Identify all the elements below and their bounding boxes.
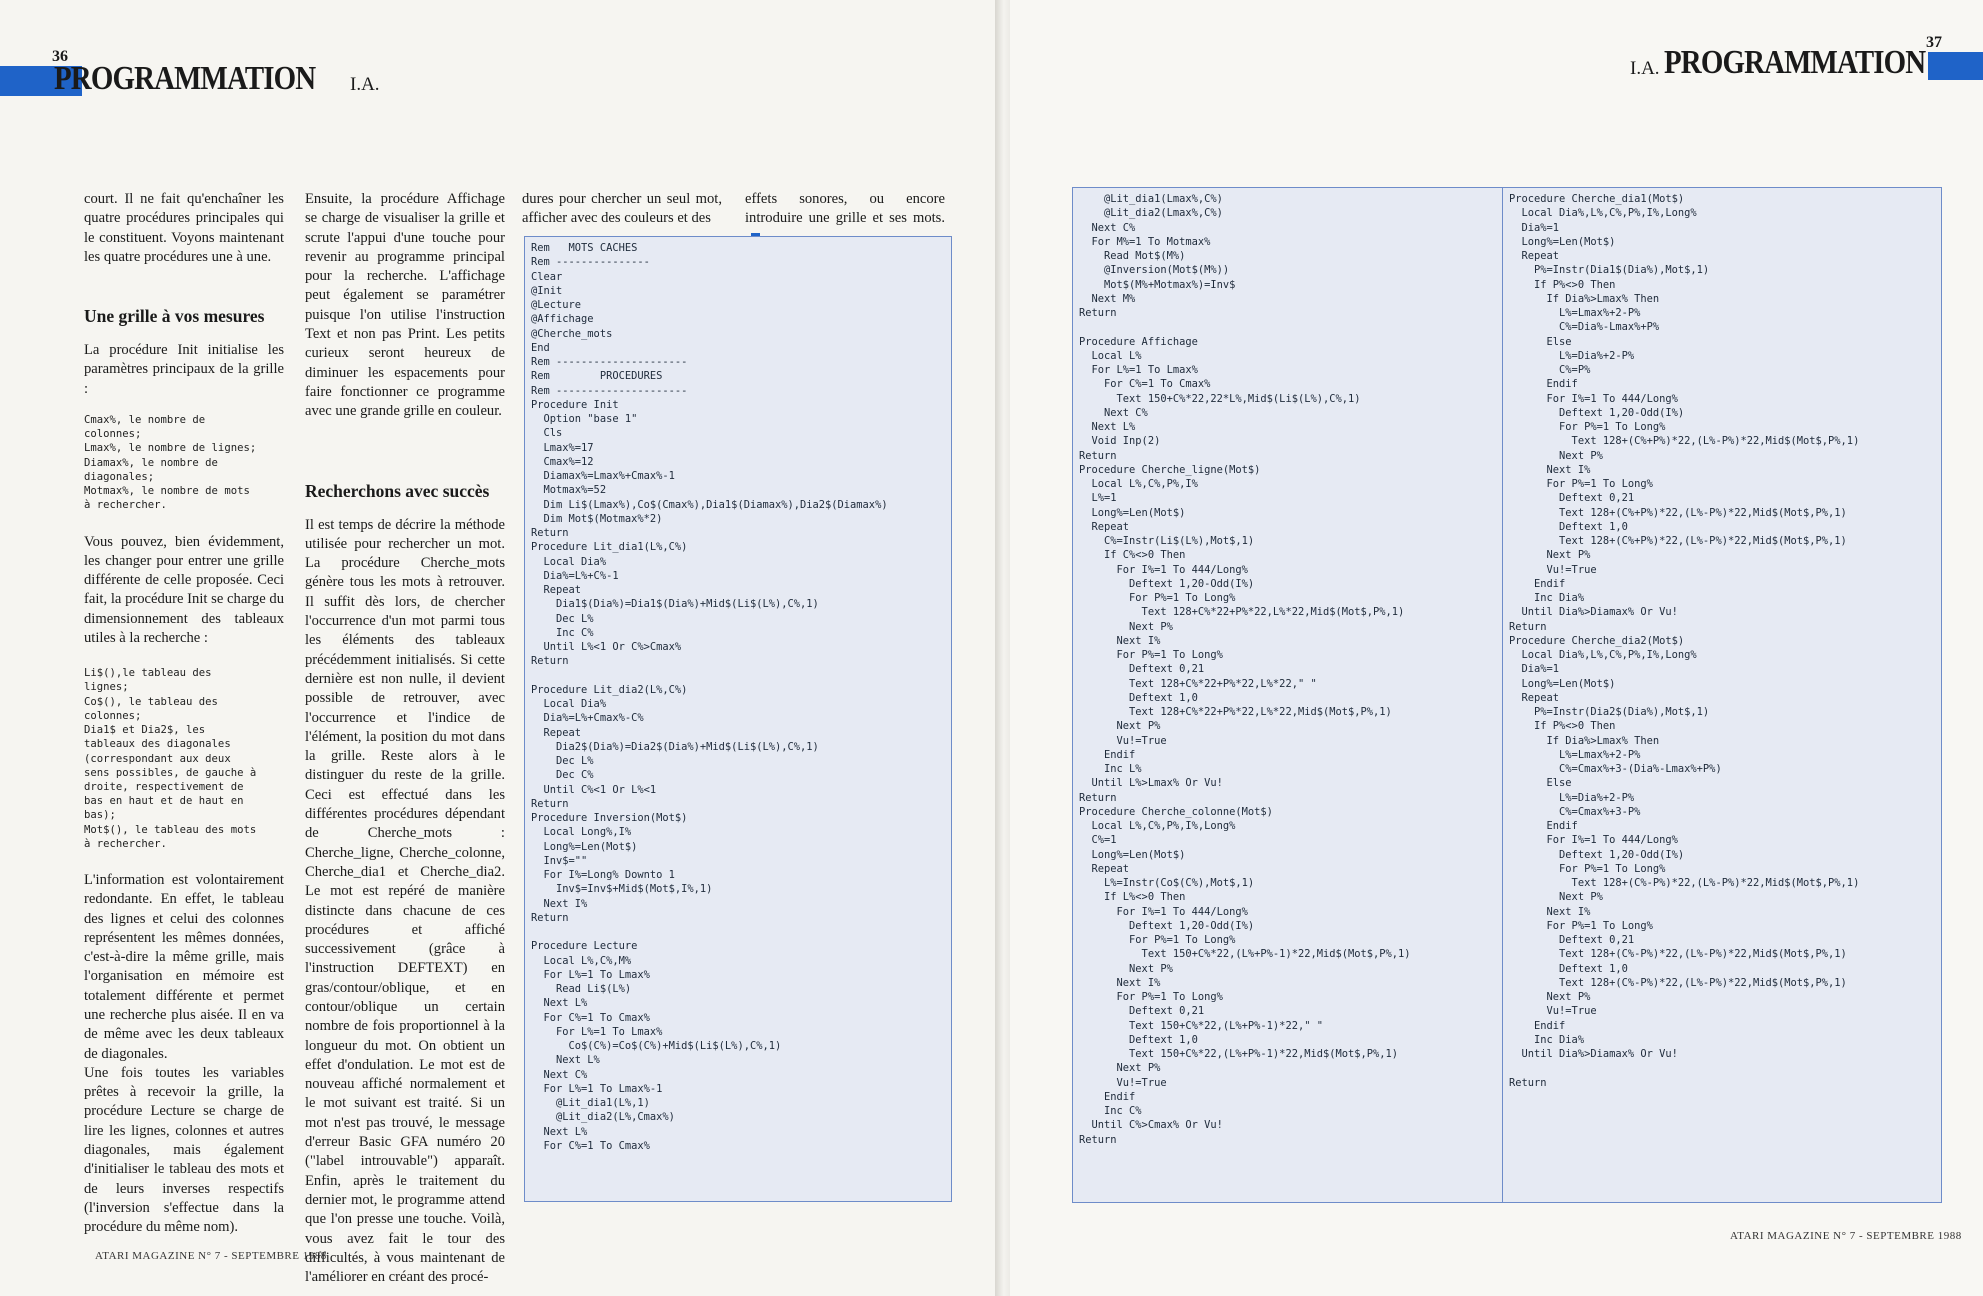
article-column-2 <box>305 190 505 1287</box>
paragraph: court. Il ne fait qu'enchaîner les quatre procédures principales qui le constituent. Voyons maintenant les quatre procédures une à une. <box>84 191 284 265</box>
paragraph-text: effets sonores, ou encore introduire une grille et ses mots. <box>745 191 945 227</box>
section-subtitle: I.A. <box>350 74 380 95</box>
page-number: 36 <box>52 48 68 65</box>
section-title: PROGRAMMATION <box>54 60 316 97</box>
right-page <box>1010 0 1983 1296</box>
code-listing-2 <box>1072 187 1514 1203</box>
paragraph: dures pour chercher un seul mot, afficher avec des couleurs et des <box>522 191 722 227</box>
page-number: 37 <box>1926 34 1942 51</box>
paragraph: Ensuite, la procédure Affichage se charge de visualiser la grille et scrute l'appui d'une touche pour revenir au programme principal pour la recherche. L'affichage peut également se paramétrer puisque l'on utilise l'instruction Text et non pas Print. Les petits curieux seront heureux de diminuer les espacements pour faire fonctionner ce programme avec une grande grille en couleur. <box>305 191 505 420</box>
code-listing-3 <box>1502 187 1942 1203</box>
code-text: @Lit_dia1(Lmax%,C%) @Lit_dia2(Lmax%,C%) Next C% For M%=1 To Motmax% Read Mot$(M%) @Inversion(Mot$(M%)) Mot$(M%+Motmax%)=Inv$ Next M% Return Procedure Affichage Local L% For L%=1 To Lmax% For C%=1 To Cmax% Text 150+C%*22,22*L%,Mid$(Li$(L%),C%,1) Next C% Next L% Void Inp(2) Return Procedure Cherche_ligne(Mot$) Local L%,C%,P%,I% L%=1 Long%=Len(Mot$) Repeat C%=Instr(Li$(L%),Mot$,1) If C%<>0 Then For I%=1 To 444/Long% Deftext 1,20-Odd(I%) For P%=1 To Long% Text 128+C%*22+P%*22,L%*22,Mid$(Mot$,P%,1) Next P% Next I% For P%=1 To Long% Deftext 0,21 Text 128+C%*22+P%*22,L%*22," " Deftext 1,0 Text 128+C%*22+P%*22,L%*22,Mid$(Mot$,P%,1) Next P% Vu!=True Endif Inc L% Until L%>Lmax% Or Vu! Return Procedure Cherche_colonne(Mot$) Local L%,C%,P%,I%,Long% C%=1 Long%=Len(Mot$) Repeat L%=Instr(Co$(C%),Mot$,1) If L%<>0 Then For I%=1 To 444/Long% Deftext 1,20-Odd(I%) For P%=1 To Long% Text 150+C%*22,(L%+P%-1)*22,Mid$(Mot$,P%,1) Next P% Next I% For P%=1 To Long% Deftext 0,21 Text 150+C%*22,(L%+P%-1)*22," " Deftext 1,0 Text 150+C%*22,(L%+P%-1)*22,Mid$(Mot$,P%,1) Next P% Vu!=True Endif Inc C% Until C%>Cmax% Or Vu! Return <box>1079 193 1411 1146</box>
paragraph: Une fois toutes les variables prêtes à recevoir la grille, la procédure Lecture se charge de lire les lignes, colonnes et autres diagonales, mais également d'initialiser le tableau des mots et de leurs inverses respectifs (l'inversion s'effectue dans la procédure du même nom). <box>84 1064 284 1236</box>
variable-list: Cmax%, le nombre de colonnes; Lmax%, le nombre de lignes; Diamax%, le nombre de diagonales; Motmax%, le nombre de mots à rechercher. <box>84 414 257 512</box>
page-footer: ATARI MAGAZINE N° 7 - SEPTEMBRE 1988 <box>1730 1230 1962 1242</box>
article-column-1 <box>84 190 284 1238</box>
subheading: Une grille à vos mesures <box>84 306 265 327</box>
paragraph: L'information est volontairement redondante. En effet, le tableau des lignes et celui des colonnes représentent les mêmes données, c'est-à-dire la même grille, mais l'organisation en mémoire est totalement différente et permet une recherche plus aisée. Il en va de même avec les deux tableaux de diagonales. <box>84 871 284 1062</box>
code-text: Rem MOTS CACHES Rem --------------- Clear @Init @Lecture @Affichage @Cherche_mots End Rem --------------------- Rem PROCEDURES Rem --------------------- Procedure Init Option "base 1" Cls Lmax%=17 Cmax%=12 Diamax%=Lmax%+Cmax%-1 Motmax%=52 Dim Li$(Lmax%),Co$(Cmax%),Dia1$(Diamax%),Dia2$(Diamax%) Dim Mot$(Motmax%*2) Return Procedure Lit_dia1(L%,C%) Local Dia% Dia%=L%+C%-1 Repeat Dia1$(Dia%)=Dia1$(Dia%)+Mid$(Li$(L%),C%,1) Dec L% Inc C% Until L%<1 Or C%>Cmax% Return Procedure Lit_dia2(L%,C%) Local Dia% Dia%=L%+Cmax%-C% Repeat Dia2$(Dia%)=Dia2$(Dia%)+Mid$(Li$(L%),C%,1) Dec L% Dec C% Until C%<1 Or L%<1 Return Procedure Inversion(Mot$) Local Long%,I% Long%=Len(Mot$) Inv$="" For I%=Long% Downto 1 Inv$=Inv$+Mid$(Mot$,I%,1) Next I% Return Procedure Lecture Local L%,C%,M% For L%=1 To Lmax% Read Li$(L%) Next L% For C%=1 To Cmax% For L%=1 To Lmax% Co$(C%)=Co$(C%)+Mid$(Li$(L%),C%,1) Next L% Next C% For L%=1 To Lmax%-1 @Lit_dia1(L%,1) @Lit_dia2(L%,Cmax%) Next L% For C%=1 To Cmax% <box>531 242 888 1152</box>
code-listing-1 <box>524 236 952 1202</box>
section-subtitle: I.A. <box>1630 58 1660 79</box>
article-column-3-top <box>522 190 722 229</box>
header-accent-bar <box>1928 52 1983 80</box>
array-list: Li$(),le tableau des lignes; Co$(), le tableau des colonnes; Dia1$ et Dia2$, les tableaux des diagonales (correspondant aux deux sens possibles, de gauche à droite, respectivement de bas en haut et de haut en bas); Mot$(), le tableau des mots à rechercher. <box>84 667 257 850</box>
paragraph: La procédure Init initialise les paramètres principaux de la grille : <box>84 342 284 397</box>
subheading: Recherchons avec succès <box>305 480 490 501</box>
page-footer: ATARI MAGAZINE N° 7 - SEPTEMBRE 1988 <box>95 1250 327 1262</box>
section-title: PROGRAMMATION <box>1664 44 1926 81</box>
code-text: Procedure Cherche_dia1(Mot$) Local Dia%,L%,C%,P%,I%,Long% Dia%=1 Long%=Len(Mot$) Repeat P%=Instr(Dia1$(Dia%),Mot$,1) If P%<>0 Then If Dia%>Lmax% Then L%=Lmax%+2-P% C%=Dia%-Lmax%+P% Else L%=Dia%+2-P% C%=P% Endif For I%=1 To 444/Long% Deftext 1,20-Odd(I%) For P%=1 To Long% Text 128+(C%+P%)*22,(L%-P%)*22,Mid$(Mot$,P%,1) Next P% Next I% For P%=1 To Long% Deftext 0,21 Text 128+(C%+P%)*22,(L%-P%)*22,Mid$(Mot$,P%,1) Deftext 1,0 Text 128+(C%+P%)*22,(L%-P%)*22,Mid$(Mot$,P%,1) Next P% Vu!=True Endif Inc Dia% Until Dia%>Diamax% Or Vu! Return Procedure Cherche_dia2(Mot$) Local Dia%,L%,C%,P%,I%,Long% Dia%=1 Long%=Len(Mot$) Repeat P%=Instr(Dia2$(Dia%),Mot$,1) If P%<>0 Then If Dia%>Lmax% Then L%=Lmax%+2-P% C%=Cmax%+3-(Dia%-Lmax%+P%) Else L%=Dia%+2-P% C%=Cmax%+3-P% Endif For I%=1 To 444/Long% Deftext 1,20-Odd(I%) For P%=1 To Long% Text 128+(C%-P%)*22,(L%-P%)*22,Mid$(Mot$,P%,1) Next P% Next I% For P%=1 To Long% Deftext 0,21 Text 128+(C%-P%)*22,(L%-P%)*22,Mid$(Mot$,P%,1) Deftext 1,0 Text 128+(C%-P%)*22,(L%-P%)*22,Mid$(Mot$,P%,1) Next P% Vu!=True Endif Inc Dia% Until Dia%>Diamax% Or Vu! Return <box>1509 193 1860 1089</box>
paragraph: Il est temps de décrire la méthode utilisée pour rechercher un mot. La procédure Cherche_mots génère tous les mots à retrouver. Il suffit dès lors, de chercher l'occurrence d'un mot parmi tous les éléments des tableaux précédemment initialisés. Si cette dernière est non nulle, il devient possible de retrouver, avec l'occurrence et l'indice de l'élément, la position du mot dans la grille. Reste alors à le distinguer du reste de la grille. Ceci est effectué dans les différentes procédures dépendant de Cherche_mots : Cherche_ligne, Cherche_colonne, Cherche_dia1 et Cherche_dia2. Le mot est repéré de manière distincte dans chacune de ces procédures et affiché successivement (grâce à l'instruction DEFTEXT) en gras/contour/oblique, et en contour/oblique un certain nombre de fois proportionnel à la longueur du mot. On obtient un effet d'ondulation. Le mot est de nouveau affiché normalement et le mot suivant est traité. Si un mot n'est pas trouvé, le message d'erreur Basic GFA numéro 20 ("label introuvable") apparaît. Enfin, après le traitement du dernier mot, le programme attend que l'on presse une touche. Voilà, vous avez fait le tour des difficultés, à vous maintenant de l'améliorer en créant des procé- <box>305 516 505 1286</box>
paragraph: Vous pouvez, bien évidemment, les changer pour entrer une grille différente de celle proposée. Ceci fait, la procédure Init se charge du dimensionnement des tableaux utiles à la recherche : <box>84 533 284 646</box>
